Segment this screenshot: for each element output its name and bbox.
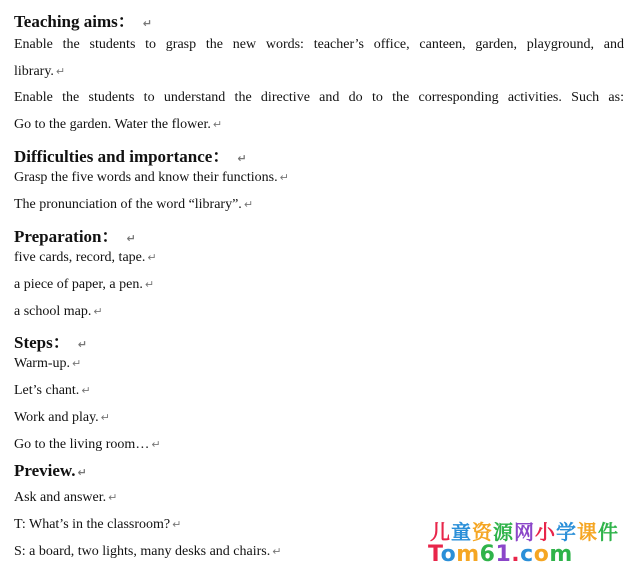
aim-line-1-cont: library. ↵: [14, 64, 66, 79]
paragraph-mark-icon: ↵: [279, 171, 289, 184]
aim-line-2-cont: Go to the garden. Water the flower. ↵: [14, 117, 223, 132]
preparation-line-3: a school map. ↵: [14, 304, 103, 319]
watermark-letter: 6: [479, 542, 496, 567]
watermark-letter: 1: [495, 542, 512, 567]
paragraph-mark-icon: ↵: [77, 338, 87, 351]
watermark-char: 课: [577, 520, 598, 544]
watermark-letter: m: [456, 542, 480, 567]
watermark-letter: o: [533, 542, 550, 567]
paragraph-mark-icon: ↵: [147, 251, 157, 264]
watermark-char: 学: [556, 520, 577, 544]
paragraph-mark-icon: ↵: [243, 198, 254, 211]
paragraph-mark-icon: ↵: [272, 545, 282, 558]
heading-teaching-aims: Teaching aims： ↵: [14, 12, 152, 31]
paragraph-mark-icon: ↵: [237, 152, 247, 165]
watermark-char: 儿: [430, 520, 451, 544]
preview-line-3: S: a board, two lights, many desks and chairs. ↵: [14, 544, 282, 559]
watermark-letter: m: [549, 542, 573, 567]
paragraph-mark-icon: ↵: [81, 384, 91, 397]
heading-steps: Steps： ↵: [14, 333, 87, 352]
paragraph-mark-icon: ↵: [126, 232, 136, 245]
difficulty-line-1: Grasp the five words and know their functions. ↵: [14, 170, 289, 185]
paragraph-mark-icon: ↵: [212, 118, 223, 131]
heading-difficulties: Difficulties and importance： ↵: [14, 147, 247, 166]
paragraph-mark-icon: ↵: [151, 438, 161, 451]
watermark-char: 件: [598, 520, 619, 544]
paragraph-mark-icon: ↵: [77, 466, 87, 479]
watermark-char: 资: [472, 520, 493, 544]
watermark-logo: [418, 516, 630, 568]
watermark-letter: .: [511, 542, 521, 567]
paragraph-mark-icon: ↵: [142, 17, 152, 30]
preview-line-1: Ask and answer. ↵: [14, 490, 118, 505]
heading-preparation: Preparation： ↵: [14, 227, 136, 246]
watermark-chinese-text: [430, 516, 619, 545]
heading-preview: Preview. ↵: [14, 461, 87, 480]
paragraph-mark-icon: ↵: [100, 411, 110, 424]
watermark-site-name: [428, 542, 573, 567]
watermark-letter: T: [428, 542, 441, 567]
aim-line-2: Enable the students to understand the directive and do to the corresponding activities. Such as:: [14, 90, 624, 105]
paragraph-mark-icon: ↵: [72, 357, 82, 370]
watermark-char: 源: [493, 520, 514, 544]
preparation-line-1: five cards, record, tape. ↵: [14, 250, 157, 265]
paragraph-mark-icon: ↵: [93, 305, 103, 318]
paragraph-mark-icon: ↵: [108, 491, 118, 504]
watermark-char: 网: [514, 520, 535, 544]
aim-line-1: Enable the students to grasp the new words: teacher’s office, canteen, garden, playground, and: [14, 37, 624, 52]
paragraph-mark-icon: ↵: [144, 278, 155, 291]
step-line-3: Work and play. ↵: [14, 410, 110, 425]
difficulty-line-2: The pronunciation of the word “library”. ↵: [14, 197, 254, 212]
step-line-4: Go to the living room… ↵: [14, 437, 161, 452]
step-line-1: Warm-up. ↵: [14, 356, 82, 371]
preview-line-2: T: What’s in the classroom? ↵: [14, 517, 182, 532]
step-line-2: Let’s chant. ↵: [14, 383, 91, 398]
watermark-char: 小: [535, 520, 556, 544]
watermark-letter: c: [520, 542, 534, 567]
paragraph-mark-icon: ↵: [172, 518, 182, 531]
preparation-line-2: a piece of paper, a pen. ↵: [14, 277, 155, 292]
watermark-letter: o: [440, 542, 457, 567]
watermark-char: 童: [451, 520, 472, 544]
paragraph-mark-icon: ↵: [55, 65, 66, 78]
